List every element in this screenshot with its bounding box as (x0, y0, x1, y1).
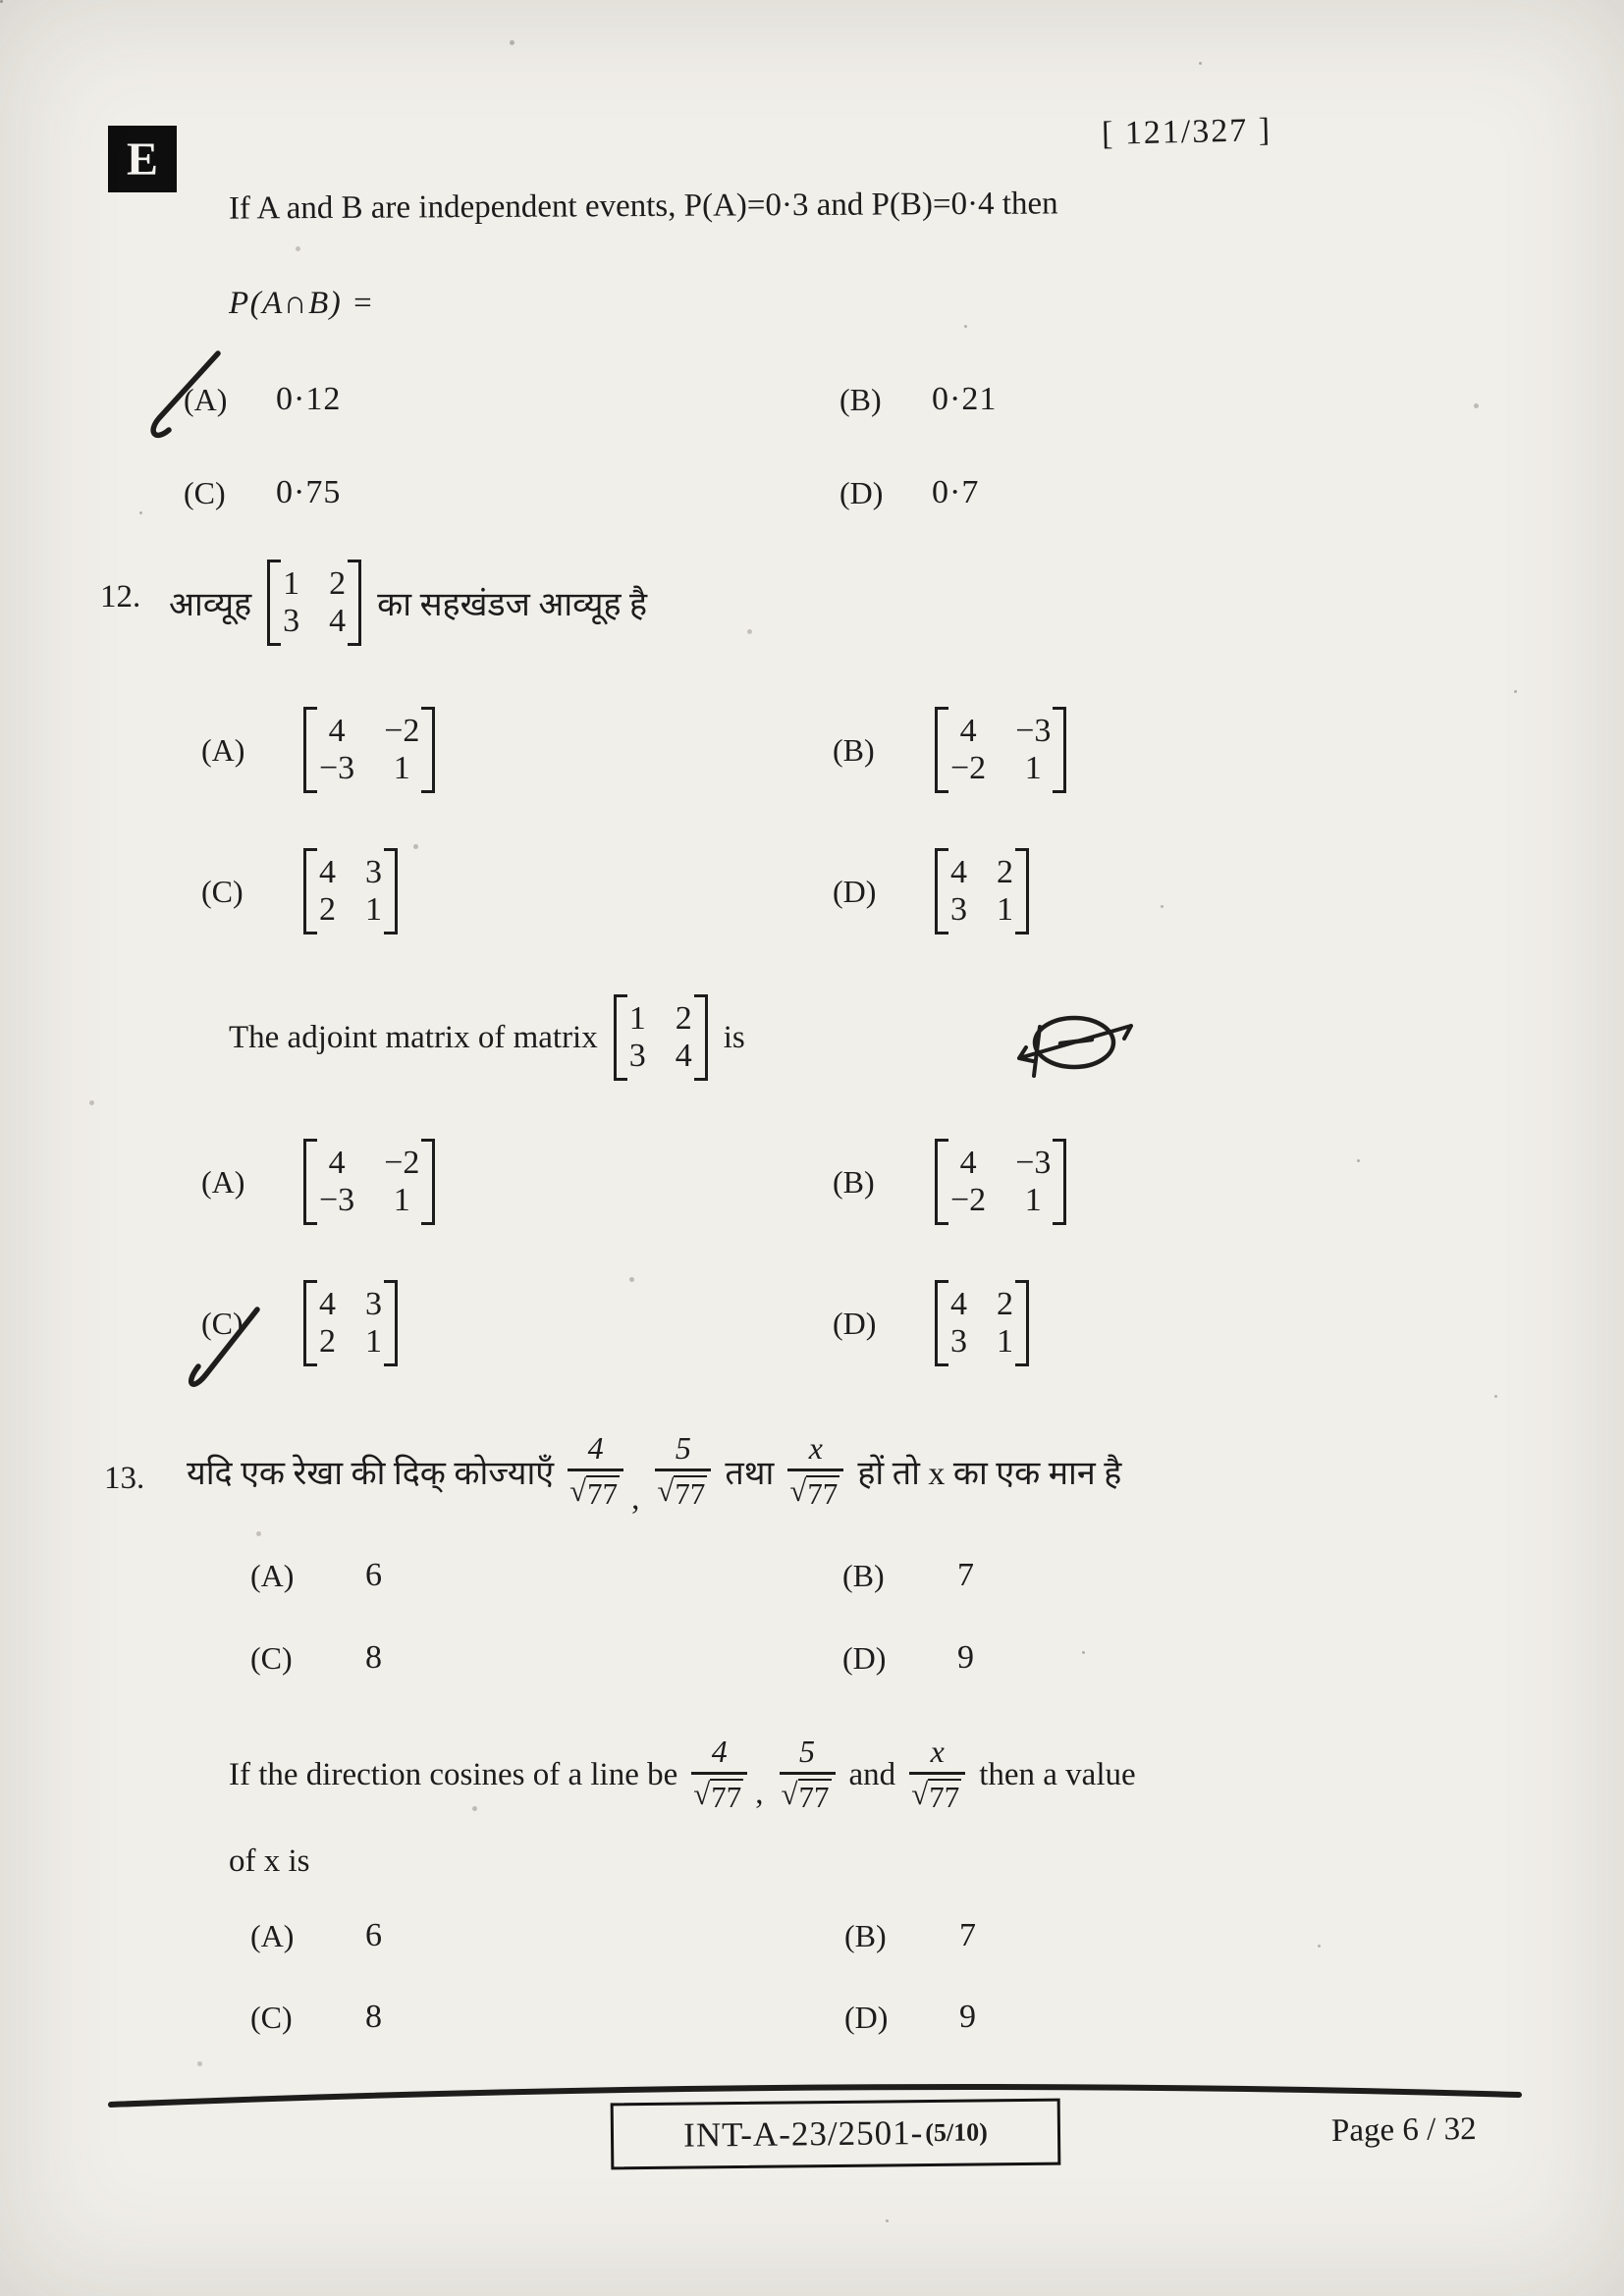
option-value: 6 (365, 1557, 383, 1593)
matrix-cell: 4 (329, 602, 347, 639)
pen-stroke (191, 1309, 257, 1384)
q11-stem-line2: P(A∩B) = (229, 286, 375, 321)
matrix-cell: 1 (365, 890, 382, 928)
option-matrix (303, 848, 398, 934)
matrix-cell: 1 (283, 564, 300, 602)
q12-english-option-b (833, 1139, 1066, 1225)
matrix-cell: 3 (283, 602, 300, 639)
q12-hindi-option-a (201, 707, 435, 793)
radicand: 77 (929, 1780, 960, 1815)
q13-english-suffix1: then a value (979, 1756, 1136, 1792)
q11-option-b (839, 381, 997, 418)
fraction-x-sqrt77 (787, 1432, 843, 1510)
option-label: (C) (201, 873, 244, 909)
q13-english-prefix: If the direction cosines of a line be (229, 1756, 678, 1792)
q13-hindi-option-d (842, 1639, 975, 1677)
q12-hindi-option-c (201, 848, 398, 934)
fraction-denominator (568, 1468, 623, 1511)
radical-sign: √ (781, 1777, 798, 1812)
radicand: 77 (798, 1780, 830, 1815)
q12-hindi-suffix: का सहखंडज आव्यूह है (377, 587, 648, 623)
q13-hindi-option-c (250, 1639, 383, 1677)
matrix-cell: −2 (384, 713, 420, 749)
fraction-numerator: 5 (675, 1430, 691, 1467)
option-label: (D) (833, 1305, 877, 1341)
matrix-cell: 1 (997, 1322, 1013, 1360)
matrix-cell: 4 (319, 1286, 336, 1322)
radicand: 77 (807, 1476, 839, 1512)
booklet-code-box (611, 2099, 1061, 2170)
option-label: (D) (844, 1999, 889, 2035)
matrix-cell: −2 (950, 749, 987, 786)
matrix-cell: 3 (365, 854, 382, 890)
q12-english-suffix: is (723, 1019, 745, 1055)
q12-hindi-option-d (833, 848, 1029, 934)
q11-stem-line1: If A and B are independent events, P(A)=0·3 and P(B)=0·4 then (228, 186, 1058, 227)
q12-stem-hindi (169, 548, 647, 658)
option-value: 7 (957, 1557, 975, 1593)
matrix-cell: 3 (365, 1286, 382, 1322)
option-label: (A) (250, 1917, 295, 1953)
fraction-x-sqrt77 (909, 1735, 965, 1813)
q13-hindi-option-a (250, 1557, 383, 1594)
option-label: (B) (842, 1557, 885, 1593)
q13-english-option-c (250, 1999, 383, 2036)
option-value: 0·75 (276, 474, 342, 510)
radical-sign: √ (789, 1473, 807, 1509)
matrix-cell: 4 (328, 1145, 346, 1181)
matrix-cell: −2 (384, 1145, 420, 1181)
option-label: (C) (184, 474, 226, 510)
q13-stem-hindi (187, 1412, 1121, 1531)
radicand: 77 (587, 1476, 619, 1512)
matrix-cell: −3 (1015, 713, 1052, 749)
option-matrix (935, 1139, 1066, 1225)
option-label: (D) (833, 873, 877, 909)
option-value: 0·12 (276, 381, 342, 417)
q12-hindi-prefix: आव्यूह (169, 587, 252, 623)
option-label: (B) (839, 381, 882, 417)
radical-sign: √ (569, 1473, 587, 1509)
fraction-denominator (655, 1468, 711, 1511)
option-matrix (935, 848, 1029, 934)
matrix-cell: 1 (997, 890, 1013, 928)
scan-noise (0, 0, 3, 3)
matrix-cell: 4 (328, 713, 346, 749)
option-value: 8 (365, 1639, 383, 1676)
option-label: (D) (839, 474, 884, 510)
q13-english-conjunction: and (848, 1756, 896, 1792)
matrix-cell: 2 (329, 564, 347, 602)
option-label: (B) (833, 731, 875, 768)
q13-english-option-a (250, 1917, 383, 1954)
matrix-cell: 4 (959, 1145, 977, 1181)
radicand: 77 (711, 1780, 742, 1815)
fraction-denominator (691, 1772, 747, 1814)
matrix-cell: 1 (365, 1322, 382, 1360)
radicand: 77 (675, 1476, 706, 1512)
q12-english-option-d (833, 1280, 1029, 1366)
q12-stem-matrix (267, 560, 361, 646)
q12-stem-matrix (614, 994, 708, 1081)
q13-english-option-b (844, 1917, 977, 1954)
matrix-cell: 1 (1024, 1181, 1042, 1218)
fraction-4-sqrt77 (568, 1432, 623, 1510)
option-value: 8 (365, 1999, 383, 2035)
fraction-4-sqrt77 (691, 1735, 747, 1813)
handwritten-scribble-icon (1013, 999, 1141, 1083)
page-number: Page 6 / 32 (1330, 2110, 1477, 2150)
fraction-numerator: 5 (799, 1734, 816, 1770)
q13-english-option-d (844, 1999, 977, 2036)
option-label: (A) (250, 1557, 295, 1593)
option-matrix (303, 1139, 435, 1225)
matrix-cell: −2 (950, 1181, 987, 1218)
fraction-denominator (780, 1772, 836, 1814)
q13-stem-english (229, 1724, 1136, 1826)
q13-hindi-prefix: यदि एक रेखा की दिक् कोज्याएँ (187, 1456, 555, 1492)
matrix-cell: 1 (1024, 749, 1042, 786)
paper-code: [ 121/327 ] (1101, 112, 1272, 152)
matrix-cell: −3 (319, 1181, 355, 1218)
matrix-cell: 3 (950, 1322, 967, 1360)
matrix-cell: 2 (997, 1286, 1013, 1322)
matrix-cell: 4 (319, 854, 336, 890)
q11-option-d (839, 474, 979, 511)
matrix-cell: 3 (950, 890, 967, 928)
q12-stem-english (229, 985, 745, 1091)
pen-stroke (153, 353, 218, 435)
handwritten-check-option-c-icon (177, 1298, 275, 1396)
option-label: (A) (201, 731, 245, 768)
option-value: 0·21 (932, 381, 998, 417)
q13-number: 13. (104, 1461, 145, 1496)
q12-english-prefix: The adjoint matrix of matrix (229, 1019, 598, 1055)
fraction-5-sqrt77 (655, 1432, 711, 1510)
booklet-code: INT-A-23/2501- (682, 2113, 924, 2155)
q13-english-suffix2: of x is (229, 1843, 310, 1879)
q12-number: 12. (100, 579, 141, 614)
matrix-cell: 2 (675, 999, 692, 1037)
option-label: (B) (833, 1163, 875, 1200)
booklet-code-suffix: (5/10) (925, 2117, 988, 2148)
comma: , (631, 1481, 640, 1517)
fraction-numerator: x (930, 1734, 945, 1770)
matrix-cell: 1 (393, 1181, 410, 1218)
matrix-cell: −3 (1015, 1145, 1052, 1181)
option-label: (C) (250, 1999, 293, 2035)
option-label: (A) (201, 1163, 245, 1200)
fraction-denominator (787, 1468, 843, 1511)
option-label: (C) (250, 1639, 293, 1676)
option-value: 7 (959, 1917, 977, 1953)
option-label: (C) (201, 1305, 244, 1341)
option-label: (D) (842, 1639, 887, 1676)
matrix-cell: 4 (950, 854, 967, 890)
matrix-cell: 4 (950, 1286, 967, 1322)
q13-hindi-suffix: हों तो x का एक मान है (857, 1456, 1122, 1492)
option-matrix (935, 707, 1066, 793)
matrix-cell: 2 (319, 1322, 336, 1360)
matrix-cell: −3 (319, 749, 355, 786)
q13-hindi-conjunction: तथा (725, 1456, 775, 1492)
q13-hindi-option-b (842, 1557, 975, 1594)
fraction-5-sqrt77 (780, 1735, 836, 1813)
option-value: 0·7 (932, 474, 980, 510)
matrix-cell: 4 (959, 713, 977, 749)
matrix-cell: 3 (628, 1037, 646, 1074)
comma: , (755, 1776, 764, 1811)
option-label: (B) (844, 1917, 887, 1953)
version-badge: E (108, 126, 177, 192)
option-value: 9 (959, 1999, 977, 2035)
matrix-cell: 2 (319, 890, 336, 928)
radical-sign: √ (693, 1777, 711, 1812)
q12-english-option-a (201, 1139, 435, 1225)
fraction-numerator: x (808, 1430, 823, 1467)
radical-sign: √ (657, 1473, 675, 1509)
matrix-cell: 2 (997, 854, 1013, 890)
option-matrix (303, 1280, 398, 1366)
option-value: 6 (365, 1917, 383, 1953)
radical-sign: √ (911, 1777, 929, 1812)
option-value: 9 (957, 1639, 975, 1676)
option-label: (A) (184, 381, 228, 417)
q11-option-c (184, 474, 341, 511)
option-matrix (935, 1280, 1029, 1366)
matrix-cell: 1 (628, 999, 646, 1037)
fraction-denominator (909, 1772, 965, 1814)
matrix-cell: 4 (675, 1037, 692, 1074)
fraction-numerator: 4 (587, 1430, 604, 1467)
q12-hindi-option-b (833, 707, 1066, 793)
fraction-numerator: 4 (711, 1734, 728, 1770)
handwritten-tick-option-a-icon (145, 346, 236, 442)
matrix-cell: 1 (393, 749, 410, 786)
option-matrix (303, 707, 435, 793)
